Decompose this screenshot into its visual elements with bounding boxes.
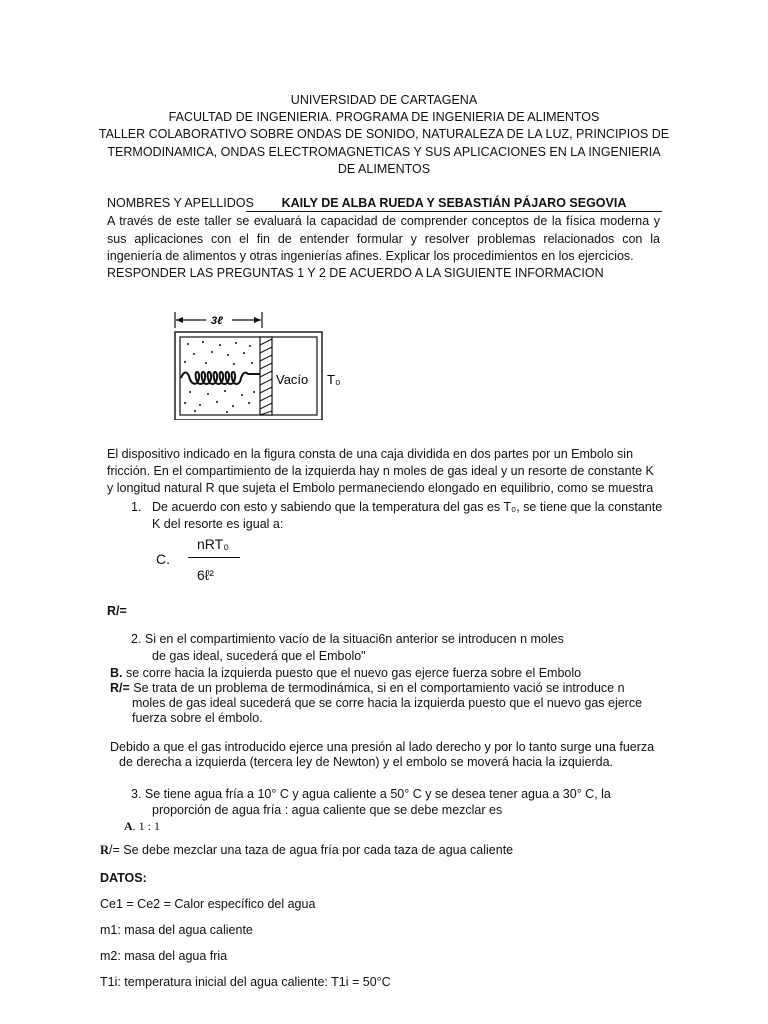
datos-t1i: T1i: temperatura inicial del agua caliente: T1i = 50°C	[100, 975, 391, 989]
intro-line-3: ingeniería de alimentos y otras ingenierías afines. Explicar los procedimientos en los ejercicios.	[107, 249, 634, 263]
dimension-label: 3ℓ	[211, 315, 223, 327]
header-line-3: TALLER COLABORATIVO SOBRE ONDAS DE SONIDO, NATURALEZA DE LA LUZ, PRINCIPIOS DE	[98, 127, 670, 141]
vacio-label: Vacío	[276, 372, 309, 387]
device-line-2: fricción. En el compartimiento de la izquierda hay n moles de gas ideal y un resorte de constante K	[107, 464, 654, 478]
q2-answer	[110, 681, 625, 695]
q1-line-1: De acuerdo con esto y sabiendo que la temperatura del gas es T₀, se tiene que la constante	[152, 500, 663, 514]
q3-answer	[100, 843, 513, 858]
q3-option-a	[124, 819, 160, 834]
q3-line-2: proporción de agua fría : agua caliente que se debe mezclar es	[152, 803, 503, 817]
q3-option-text: . 1 : 1	[132, 819, 161, 833]
q1-line-2: K del resorte es igual a:	[152, 517, 284, 531]
q2-explanation-line-1: Debido a que el gas introducido ejerce una presión al lado derecho y por lo tanto surge una fuerza	[110, 740, 655, 754]
q2-option-letter: B.	[110, 666, 123, 680]
header-line-5: DE ALIMENTOS	[337, 162, 431, 176]
q2-answer-line-1: Se trata de un problema de termodinámica, si en el comportamiento vació se introduce n	[129, 681, 625, 695]
q2-answer-line-2: moles de gas ideal sucederá que se corre hacia la izquierda puesto que el nuevo gas ejerce	[132, 696, 643, 710]
q3-line-1: 3. Se tiene agua fría a 10° C y agua caliente a 50° C y se desea tener agua a 30° C, la	[131, 787, 611, 801]
datos-ce: Ce1 = Ce2 = Calor específico del agua	[100, 897, 316, 911]
fraction-bar	[188, 557, 240, 558]
q2-answer-label: R/=	[110, 681, 130, 695]
intro-line-4: RESPONDER LAS PREGUNTAS 1 Y 2 DE ACUERDO A LA SIGUIENTE INFORMACION	[107, 266, 604, 280]
piston-diagram	[170, 308, 370, 420]
intro-line-1: A través de este taller se evaluará la capacidad de comprender conceptos de la física moderna y	[107, 214, 660, 228]
q3-answer-label: R	[100, 843, 110, 857]
q2-line-2: de gas ideal, sucederá que el Embolo"	[152, 649, 366, 663]
q2-option-text: se corre hacia la izquierda puesto que el nuevo gas ejerce fuerza sobre el Embolo	[122, 666, 582, 680]
header-line-1: UNIVERSIDAD DE CARTAGENA	[290, 93, 478, 107]
names-label: NOMBRES Y APELLIDOS	[107, 196, 254, 210]
q1-number: 1.	[131, 500, 142, 514]
intro-line-2: sus aplicaciones con el fin de entender formular y resolver problemas relacionados con la	[107, 232, 660, 246]
t0-label: T₀	[327, 372, 341, 387]
q1-denominator: 6ℓ²	[197, 567, 214, 583]
q2-explanation-line-2: de derecha a izquierda (tercera ley de Newton) y el embolo se moverá hacia la izquierda.	[119, 755, 614, 769]
header-line-2: FACULTAD DE INGENIERIA. PROGRAMA DE INGENIERIA DE ALIMENTOS	[168, 110, 600, 124]
q1-numerator: nRT₀	[197, 536, 230, 552]
q3-answer-text: /= Se debe mezclar una taza de agua fría por cada taza de agua caliente	[109, 843, 514, 857]
q3-option-letter: A	[124, 819, 133, 833]
q2-line-1: 2. Si en el compartimiento vacío de la situaci6n anterior se introducen n moles	[131, 632, 564, 646]
names-value: KAILY DE ALBA RUEDA Y SEBASTIÁN PÁJARO SEGOVIA	[246, 196, 662, 212]
q2-answer-line-3: fuerza sobre el émbolo.	[132, 711, 263, 725]
q1-answer-label: R/=	[107, 604, 127, 618]
device-line-3: y longitud natural R que sujeta el Embolo permaneciendo elongado en equilibrio, como se muestra	[107, 481, 654, 495]
datos-m1: m1: masa del agua caliente	[100, 923, 253, 937]
header-line-4: TERMODINAMICA, ONDAS ELECTROMAGNETICAS Y SUS APLICACIONES EN LA INGENIERIA	[107, 145, 661, 159]
q1-option-c: C.	[156, 551, 170, 567]
datos-title: DATOS:	[100, 871, 147, 885]
datos-m2: m2: masa del agua fria	[100, 949, 228, 963]
q2-option-b	[110, 666, 581, 680]
device-line-1: El dispositivo indicado en la figura consta de una caja dividida en dos partes por un Embolo sin	[107, 447, 634, 461]
